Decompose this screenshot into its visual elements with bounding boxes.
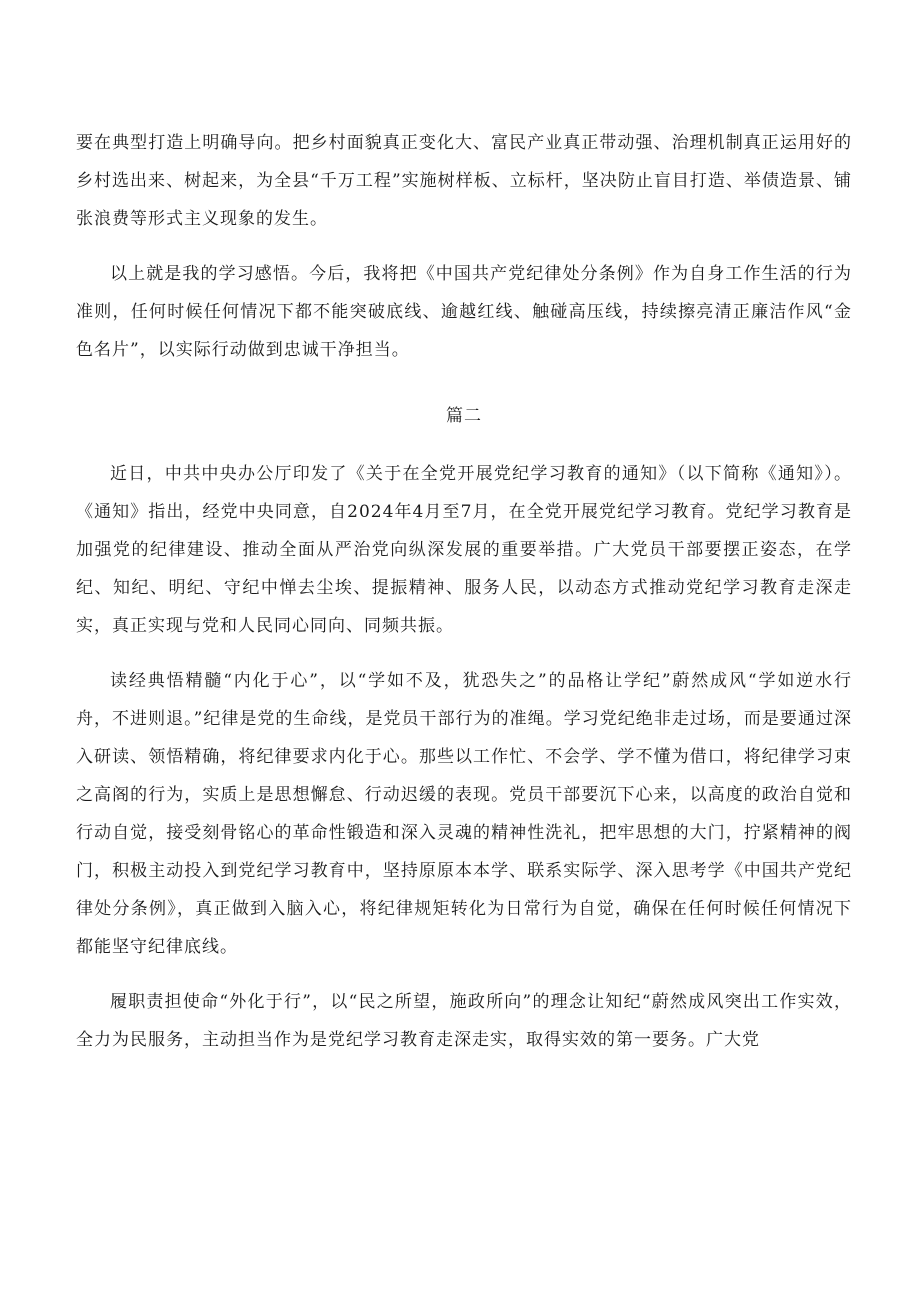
paragraph-externalize: 履职责担使命“外化于行”，以“民之所望，施政所向”的理念让知纪“蔚然成风突出工作实效，全力为民服务，主动担当作为是党纪学习教育走深走实，取得实效的第一要务。广大党 (76, 992, 852, 1050)
paragraph-intro: 近日，中共中央办公厅印发了《关于在全党开展党纪学习教育的通知》（以下简称《通知》）。《通知》指出，经党中央同意，自2024年4月至7月，在全党开展党纪学习教育。党纪学习教育是加强党的纪律建设、推动全面从严治党向纵深发展的重要举措。广大党员干部要摆正姿态，在学纪、知纪、明纪、守纪中惮去尘埃、提振精神、服务人民，以动态方式推动党纪学习教育走深走实，真正实现与党和人民同心同向、同频共振。 (76, 464, 852, 636)
paragraph-conclusion: 以上就是我的学习感悟。今后，我将把《中国共产党纪律处分条例》作为自身工作生活的行为准则，任何时候任何情况下都不能突破底线、逾越红线、触碰高压线，持续擦亮清正廉洁作风“金色名片”，以实际行动做到忠诚干净担当。 (76, 264, 852, 360)
document-body (76, 124, 852, 1059)
paragraph-internalize: 读经典悟精髓“内化于心”，以“学如不及，犹恐失之”的品格让学纪”蔚然成风“学如逆水行舟，不进则退。”纪律是党的生命线，是党员干部行为的准绳。学习党纪绝非走过场，而是要通过深入研读、领悟精确，将纪律要求内化于心。那些以工作忙、不会学、学不懂为借口，将纪律学习束之高阁的行为，实质上是思想懈怠、行动迟缓的表现。党员干部要沉下心来，以高度的政治自觉和行动自觉，接受刻骨铭心的革命性锻造和深入灵魂的精神性洗礼，把牢思想的大门，拧紧精神的阀门，积极主动投入到党纪学习教育中，坚持原原本本学、联系实际学、深入思考学《中国共产党纪律处分条例》，真正做到入脑入心，将纪律规矩转化为日常行为自觉，确保在任何时候任何情况下都能坚守纪律底线。 (76, 671, 852, 957)
paragraph-continued: 要在典型打造上明确导向。把乡村面貌真正变化大、富民产业真正带动强、治理机制真正运用好的乡村选出来、树起来，为全县“千万工程”实施树样板、立标杆，坚决防止盲目打造、举债造景、铺张浪费等形式主义现象的发生。 (76, 133, 852, 229)
section-title: 篇二 (446, 406, 482, 426)
